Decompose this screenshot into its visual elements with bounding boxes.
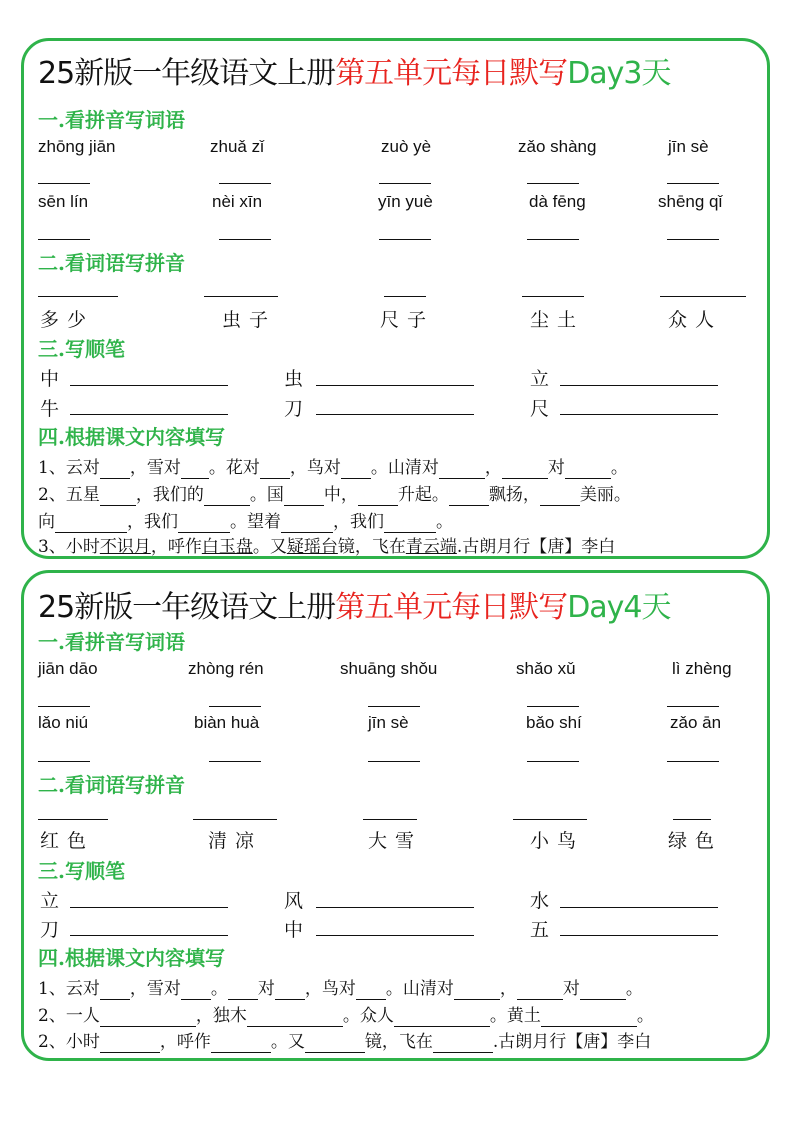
- day4-word-3: 大雪: [368, 830, 423, 852]
- fill-blank[interactable]: [356, 979, 386, 1000]
- answer-blank[interactable]: [667, 706, 719, 707]
- day3-pinyin-3: zuò yè: [381, 137, 432, 156]
- fill-text: 。: [610, 458, 628, 478]
- fill-text: .古朗月行【唐】李白: [492, 1032, 652, 1052]
- fill-blank[interactable]: [100, 1032, 160, 1053]
- fill-blank[interactable]: [228, 979, 258, 1000]
- fill-text: 中，: [323, 485, 358, 505]
- fill-text: 。又: [270, 1032, 305, 1052]
- day4-pinyin-6: lǎo niú: [38, 713, 89, 732]
- day3-stroke-char-3: 立: [530, 368, 550, 390]
- fill-blank[interactable]: [100, 979, 130, 1000]
- fill-text: 2、小时: [38, 1032, 100, 1052]
- fill-blank[interactable]: [454, 979, 500, 1000]
- answer-blank[interactable]: [38, 239, 90, 240]
- fill-blank[interactable]: [100, 458, 130, 479]
- fill-text: 。黄土: [489, 1006, 541, 1026]
- answer-blank[interactable]: [673, 819, 711, 820]
- fill-text: 1、云对: [38, 458, 100, 478]
- day4-pinyin-9: bǎo shí: [526, 713, 582, 732]
- day4-pinyin-10: zǎo ān: [670, 713, 722, 732]
- day3-section4-heading: 四.根据课文内容填写: [38, 425, 225, 449]
- day4-pinyin-1: jiān dāo: [38, 659, 98, 678]
- fill-text: 。山清对: [385, 979, 454, 999]
- fill-text: 。: [436, 512, 453, 532]
- day4-title-day: Day4天: [567, 590, 671, 625]
- day3-fill-line-2: [38, 480, 631, 506]
- stroke-order-blank[interactable]: [560, 935, 718, 936]
- answer-blank[interactable]: [527, 239, 579, 240]
- fill-text: 。望着: [230, 512, 281, 532]
- day4-pinyin-3: shuāng shǒu: [340, 659, 438, 678]
- fill-text: ，鸟对: [289, 458, 341, 478]
- answer-blank[interactable]: [379, 239, 431, 240]
- fill-text: 。: [625, 979, 643, 999]
- fill-text: 镜，飞在: [337, 537, 406, 557]
- fill-blank[interactable]: [341, 458, 371, 479]
- fill-text: 疑瑶台: [286, 537, 338, 557]
- day4-section4-heading: 四.根据课文内容填写: [38, 946, 225, 970]
- fill-text: 对: [562, 979, 580, 999]
- day4-fill-line-1: [38, 974, 643, 1000]
- day4-stroke-char-5: 中: [284, 919, 304, 941]
- fill-text: 向: [38, 512, 55, 532]
- answer-blank[interactable]: [667, 239, 719, 240]
- fill-blank[interactable]: [204, 485, 250, 506]
- day3-section2-heading: 二.看词语写拼音: [38, 251, 185, 275]
- stroke-order-blank[interactable]: [70, 414, 228, 415]
- fill-text: ，雪对: [129, 458, 181, 478]
- answer-blank[interactable]: [209, 706, 261, 707]
- day4-stroke-char-4: 刀: [40, 919, 60, 941]
- fill-text: 3、小时: [38, 537, 100, 557]
- fill-text: ，我们: [127, 512, 178, 532]
- day3-stroke-char-4: 牛: [40, 398, 60, 420]
- fill-blank[interactable]: [247, 1006, 343, 1027]
- day3-word-1: 多少: [40, 309, 95, 331]
- day3-pinyin-10: shēng qǐ: [658, 192, 723, 211]
- stroke-order-blank[interactable]: [316, 385, 474, 386]
- day3-section1-heading: 一.看拼音写词语: [38, 108, 185, 132]
- answer-blank[interactable]: [527, 183, 579, 184]
- answer-blank[interactable]: [667, 183, 719, 184]
- stroke-order-blank[interactable]: [70, 907, 228, 908]
- fill-blank[interactable]: [541, 1006, 637, 1027]
- day4-pinyin-7: biàn huà: [194, 713, 260, 732]
- fill-blank[interactable]: [358, 485, 398, 506]
- day4-stroke-char-6: 五: [530, 919, 550, 941]
- fill-text: 青云端: [405, 537, 457, 557]
- stroke-order-blank[interactable]: [316, 907, 474, 908]
- answer-blank[interactable]: [368, 761, 420, 762]
- day3-pinyin-4: zǎo shàng: [518, 137, 597, 156]
- fill-text: ，我们: [333, 512, 384, 532]
- fill-blank[interactable]: [540, 485, 580, 506]
- stroke-order-blank[interactable]: [316, 935, 474, 936]
- fill-blank[interactable]: [181, 979, 211, 1000]
- fill-text: 。花对: [208, 458, 260, 478]
- day4-stroke-char-1: 立: [40, 890, 60, 912]
- fill-blank[interactable]: [181, 458, 209, 479]
- answer-blank[interactable]: [38, 183, 90, 184]
- day3-title: [38, 48, 671, 92]
- stroke-order-blank[interactable]: [70, 385, 228, 386]
- stroke-order-blank[interactable]: [560, 414, 718, 415]
- day4-title: [38, 582, 671, 626]
- answer-blank[interactable]: [667, 761, 719, 762]
- fill-blank[interactable]: [433, 1032, 493, 1053]
- answer-blank[interactable]: [219, 239, 271, 240]
- fill-text: 。: [210, 979, 228, 999]
- answer-blank[interactable]: [384, 296, 426, 297]
- fill-blank[interactable]: [517, 979, 563, 1000]
- answer-blank[interactable]: [38, 296, 118, 297]
- fill-text: 。国: [249, 485, 284, 505]
- answer-blank[interactable]: [522, 296, 584, 297]
- answer-blank[interactable]: [363, 819, 417, 820]
- stroke-order-blank[interactable]: [70, 935, 228, 936]
- fill-text: 。山清对: [370, 458, 439, 478]
- day4-word-1: 红色: [40, 830, 95, 852]
- fill-blank[interactable]: [178, 512, 230, 533]
- day3-fill-line-4: [38, 532, 615, 557]
- fill-text: 。众人: [342, 1006, 394, 1026]
- day3-stroke-char-1: 中: [40, 368, 60, 390]
- day3-word-3: 尺子: [380, 309, 435, 331]
- day3-stroke-char-2: 虫: [284, 368, 304, 390]
- fill-text: ，我们的: [135, 485, 204, 505]
- answer-blank[interactable]: [219, 183, 271, 184]
- day4-stroke-char-2: 风: [284, 890, 304, 912]
- answer-blank[interactable]: [193, 819, 277, 820]
- fill-text: 对: [547, 458, 565, 478]
- day3-pinyin-2: zhuǎ zǐ: [210, 137, 264, 156]
- stroke-order-blank[interactable]: [316, 414, 474, 415]
- answer-blank[interactable]: [38, 761, 90, 762]
- fill-text: .古朗月行【唐】李白: [456, 537, 616, 557]
- day3-section3-heading: 三.写顺笔: [38, 337, 125, 361]
- day3-pinyin-1: zhōng jiān: [38, 137, 116, 156]
- day3-pinyin-8: yīn yuè: [378, 192, 433, 211]
- fill-text: ，: [499, 979, 517, 999]
- answer-blank[interactable]: [38, 819, 108, 820]
- fill-blank[interactable]: [100, 1006, 196, 1027]
- fill-text: ，呼作: [150, 537, 202, 557]
- fill-text: ，独木: [195, 1006, 247, 1026]
- fill-blank[interactable]: [55, 512, 127, 533]
- answer-blank[interactable]: [204, 296, 278, 297]
- day3-pinyin-5: jīn sè: [668, 137, 709, 156]
- fill-blank[interactable]: [275, 979, 305, 1000]
- fill-blank[interactable]: [305, 1032, 365, 1053]
- fill-text: ，呼作: [159, 1032, 211, 1052]
- fill-text: 2、一人: [38, 1006, 100, 1026]
- day4-word-5: 绿色: [668, 830, 723, 852]
- fill-blank[interactable]: [284, 485, 324, 506]
- day4-pinyin-2: zhòng rén: [188, 659, 264, 678]
- fill-blank[interactable]: [449, 485, 489, 506]
- day4-word-4: 小鸟: [530, 830, 585, 852]
- fill-blank[interactable]: [394, 1006, 490, 1027]
- stroke-order-blank[interactable]: [560, 907, 718, 908]
- day4-section1-heading: 一.看拼音写词语: [38, 630, 185, 654]
- day3-word-5: 众人: [668, 309, 723, 331]
- answer-blank[interactable]: [209, 761, 261, 762]
- fill-blank[interactable]: [502, 458, 548, 479]
- fill-text: 对: [257, 979, 275, 999]
- day4-fill-line-3: [38, 1027, 651, 1053]
- answer-blank[interactable]: [368, 706, 420, 707]
- day4-title-unit: 第五单元每日默写: [335, 590, 568, 625]
- fill-text: ，雪对: [129, 979, 181, 999]
- answer-blank[interactable]: [527, 706, 579, 707]
- day4-word-2: 清凉: [208, 830, 263, 852]
- day3-pinyin-7: nèi xīn: [212, 192, 263, 211]
- answer-blank[interactable]: [527, 761, 579, 762]
- day4-pinyin-8: jīn sè: [368, 713, 409, 732]
- day3-title-unit: 第五单元每日默写: [335, 56, 568, 91]
- day3-fill-line-1: [38, 453, 628, 479]
- fill-blank[interactable]: [281, 512, 333, 533]
- fill-text: 1、云对: [38, 979, 100, 999]
- day3-stroke-char-5: 刀: [284, 398, 304, 420]
- day4-stroke-char-3: 水: [530, 890, 550, 912]
- answer-blank[interactable]: [38, 706, 90, 707]
- fill-blank[interactable]: [260, 458, 290, 479]
- day4-pinyin-5: lì zhèng: [672, 659, 732, 678]
- day3-title-main: 25新版一年级语文上册: [38, 56, 336, 91]
- fill-text: 2、五星: [38, 485, 100, 505]
- stroke-order-blank[interactable]: [560, 385, 718, 386]
- answer-blank[interactable]: [660, 296, 746, 297]
- fill-blank[interactable]: [565, 458, 611, 479]
- fill-text: 白玉盘: [201, 537, 253, 557]
- day3-fill-line-3: [38, 507, 453, 533]
- day4-title-main: 25新版一年级语文上册: [38, 590, 336, 625]
- day4-section3-heading: 三.写顺笔: [38, 859, 125, 883]
- fill-text: 不识月: [99, 537, 151, 557]
- day4-section2-heading: 二.看词语写拼音: [38, 773, 185, 797]
- day3-title-day: Day3天: [567, 56, 671, 91]
- day3-stroke-char-6: 尺: [530, 398, 550, 420]
- day4-fill-line-2: [38, 1001, 654, 1027]
- fill-blank[interactable]: [439, 458, 485, 479]
- fill-text: ，: [484, 458, 502, 478]
- fill-blank[interactable]: [211, 1032, 271, 1053]
- fill-text: 美丽。: [579, 485, 631, 505]
- fill-blank[interactable]: [580, 979, 626, 1000]
- answer-blank[interactable]: [513, 819, 587, 820]
- day3-word-4: 尘土: [530, 309, 585, 331]
- fill-text: 。又: [252, 537, 287, 557]
- fill-text: 。: [636, 1006, 654, 1026]
- fill-blank[interactable]: [384, 512, 436, 533]
- fill-text: ，鸟对: [304, 979, 356, 999]
- answer-blank[interactable]: [379, 183, 431, 184]
- day3-pinyin-6: sēn lín: [38, 192, 89, 211]
- day4-pinyin-4: shǎo xǔ: [516, 659, 576, 678]
- fill-blank[interactable]: [100, 485, 136, 506]
- fill-text: 升起。: [397, 485, 449, 505]
- day3-word-2: 虫子: [222, 309, 277, 331]
- day3-pinyin-9: dà fēng: [529, 192, 586, 211]
- fill-text: 镜，飞在: [364, 1032, 433, 1052]
- fill-text: 飘扬，: [488, 485, 540, 505]
